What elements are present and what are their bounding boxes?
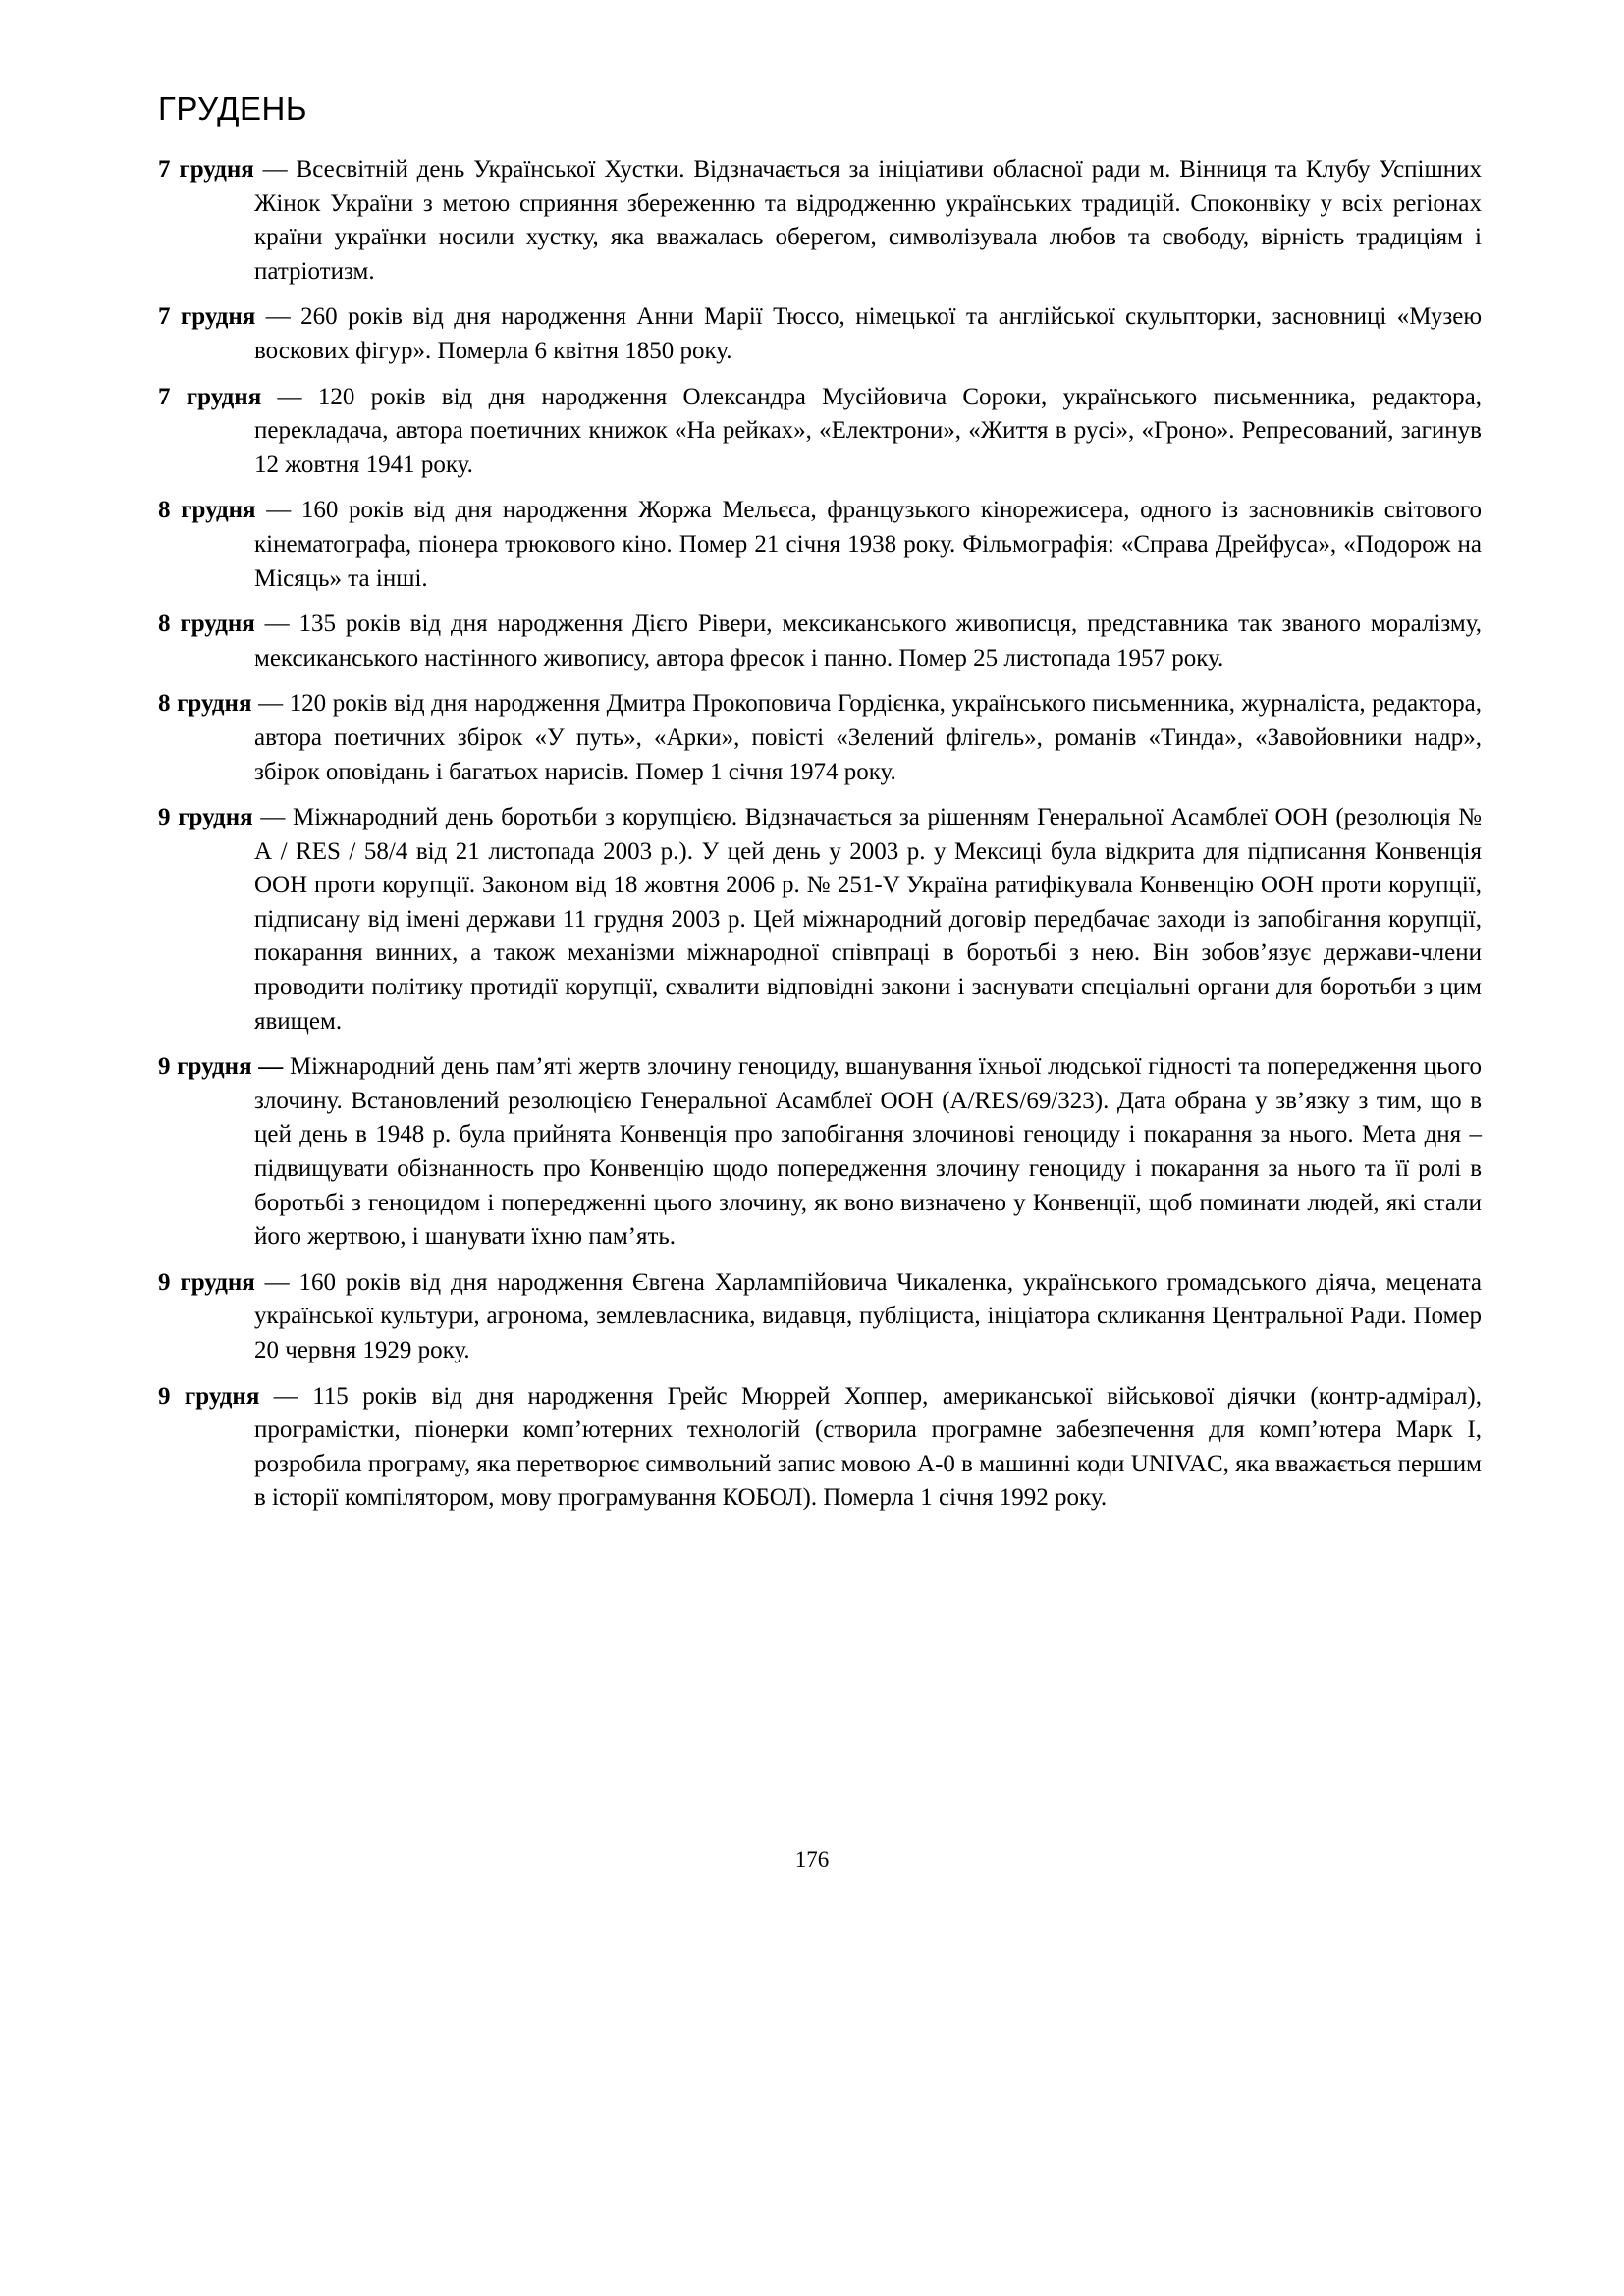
calendar-entry [158,1050,1482,1255]
entry-text: — 160 років від дня народження Євгена Харлампійовича Чикаленка, українського громадського діяча, мецената української культури, агронома, землевласника, видавця, публіциста, ініціатора скликання Центральної Ради. Помер 20 червня 1929 року. [254,1268,1482,1363]
entry-date: 7 грудня [158,156,254,183]
entry-text: Міжнародний день пам’яті жертв злочину геноциду, вшанування їхньої людської гідності та попередження цього злочину. Встановлений резолюцією Генеральної Асамблеї ООН (A/RES/69/323). Дата обрана у зв’язку з тим, що в цей день в 1948 р. була прийнята Конвенція про запобігання злочинові геноциду і покарання за нього. Мета дня – підвищувати обізнанность про Конвенцію щодо попередження злочину геноциду і покарання за нього та її ролі в боротьбі з геноцидом і попередженні цього злочину, як воно визначено у Конвенції, щоб поминати людей, які стали його жертвою, і шанувати їхню пам’ять. [254,1053,1482,1251]
calendar-entry [158,381,1482,483]
entry-text: — 120 років від дня народження Дмитра Прокоповича Гордієнка, українського письменника, журналіста, редактора, автора поетичних збірок «У путь», «Арки», повісті «Зелений флігель», романів «Тинда», «Завойовники надр», збірок оповідань і багатьох нарисів. Помер 1 січня 1974 року. [251,690,1482,785]
entry-date: 7 грудня [158,303,256,331]
entry-text: — 160 років від дня народження Жоржа Мельєса, французького кінорежисера, одного із засновників світового кінематографа, піонера трюкового кіно. Помер 21 січня 1938 року. Фільмографія: «Справа Дрейфуса», «Подорож на Місяць» та інші. [254,497,1482,592]
calendar-entry [158,1266,1482,1368]
entry-date: 9 грудня — [158,1053,284,1081]
entry-text: — Міжнародний день боротьби з корупцією. Відзначається за рішенням Генеральної Асамблеї ООН (резолюція № А / RES / 58/4 від 21 листопада 2003 р.). У цей день у 2003 р. у Мексиці була відкрита для підписання Конвенція ООН проти корупції. Законом від 18 жовтня 2006 р. № 251-V Україна ратифікувала Конвенцію ООН проти корупції, підписану від імені держави 11 грудня 2003 р. Цей міжнародний договір передбачає заходи із запобігання корупції, покарання винних, а також механізми міжнародної співпраці в боротьбі з нею. Він зобов’язує держави-члени проводити політику протидії корупції, схвалити відповідні закони і заснувати спеціальні органи для боротьби з цим явищем. [252,804,1483,1035]
calendar-entry [158,687,1482,789]
entry-text: — 135 років від дня народження Дієго Рівери, мексиканського живописця, представника так званого моралізму, мексиканського настінного живопису, автора фресок і панно. Помер 25 листопада 1957 року. [254,611,1482,671]
entry-date: 7 грудня [158,383,262,410]
page-content [158,90,1482,1527]
page-number: 176 [794,1847,830,1872]
entry-date: 8 грудня [158,497,256,524]
entry-text: — 120 років від дня народження Олександра Мусійовича Сороки, українського письменника, редактора, перекладача, автора поетичних книжок «На рейках», «Електрони», «Життя в русі», «Гроно». Репресований, загинув 12 жовтня 1941 року. [254,383,1482,478]
entry-date: 9 грудня [158,1268,255,1296]
entry-date: 8 грудня [158,690,252,718]
month-heading: ГРУДЕНЬ [158,90,307,127]
calendar-entry [158,1380,1482,1516]
entry-date: 9 грудня [158,1382,260,1410]
entry-text: — 115 років від дня народження Грейс Мюррей Хоппер, американської військової діячки (контр-адмірал), програмістки, піонерки комп’ютерних технологій (створила програмне забезпечення для комп’ютера Марк І, розробила програму, яка перетворює символьний запис мовою A-0 в машинні коди UNIVAC, яка вважається першим в історії компілятором, мову програмування КОБОЛ). Померла 1 січня 1992 року. [254,1382,1482,1512]
entry-date: 9 грудня [158,804,253,831]
calendar-entry [158,153,1482,289]
calendar-entry [158,801,1482,1039]
calendar-entries [158,153,1482,1516]
calendar-entry [158,608,1482,675]
entry-text: — Всесвітній день Української Хустки. Відзначається за ініціативи обласної ради м. Вінниця та Клубу Успішних Жінок України з метою сприяння збереженню та відродженню українських традицій. Споконвіку у всіх регіонах країни українки носили хустку, яка вважалась оберегом, символізувала любов та свободу, вірність традиціям і патріотизм. [253,156,1482,285]
calendar-entry [158,300,1482,368]
entry-text: — 260 років від дня народження Анни Марії Тюссо, німецької та англійської скульпторки, засновниці «Музею воскових фігур». Померла 6 квітня 1850 року. [254,303,1482,364]
calendar-entry [158,494,1482,596]
entry-date: 8 грудня [158,611,255,638]
